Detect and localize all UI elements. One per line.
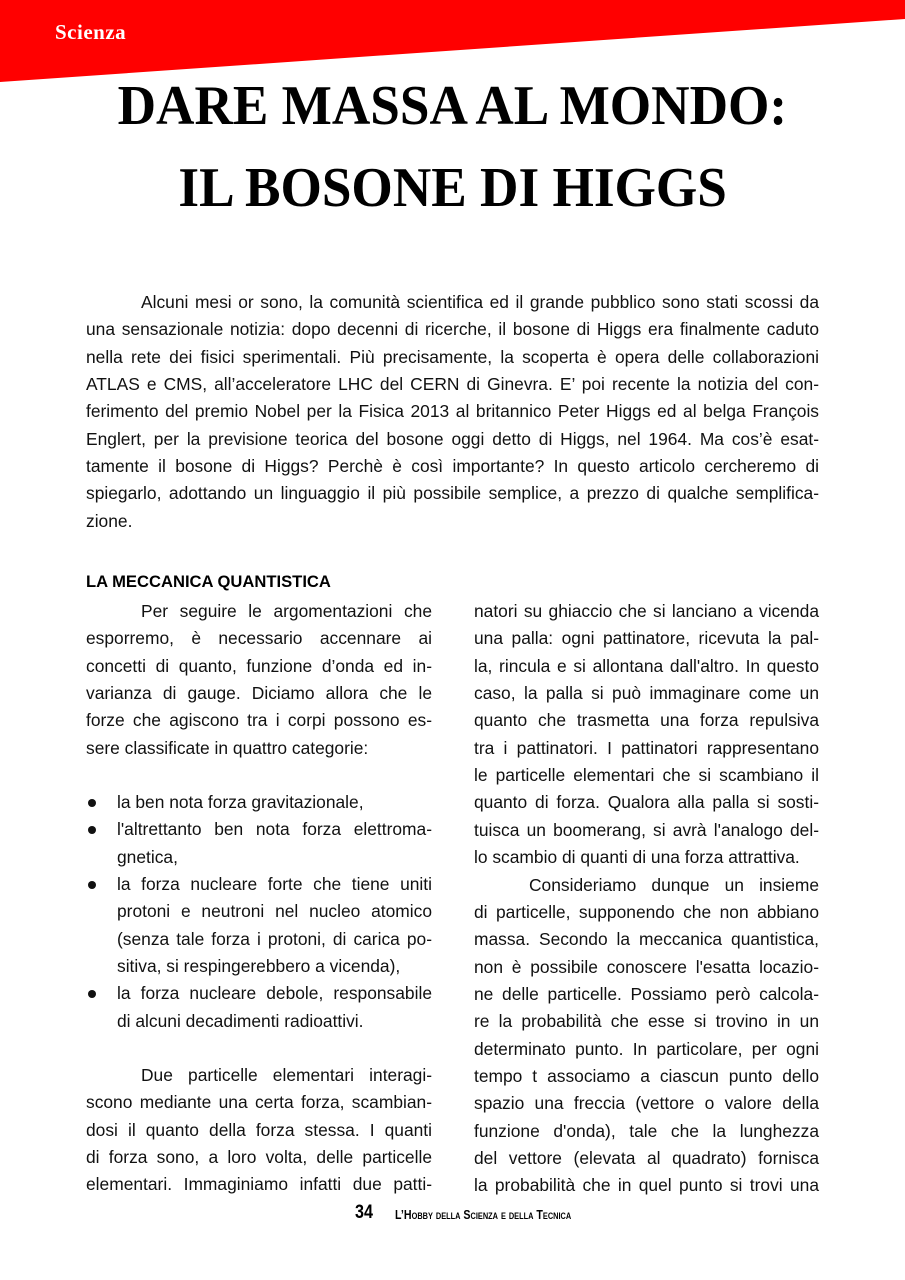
intro-line: zione. <box>86 510 133 531</box>
paragraph-line: Consideriamo dunque un insieme <box>529 874 819 895</box>
paragraph-line: di forza sono, a loro volta, delle particelle <box>86 1147 432 1168</box>
paragraph-line: Due particelle elementari interagi- <box>141 1065 432 1085</box>
bullet-item-line: (senza tale forza i protoni, di carica po- <box>117 928 432 949</box>
bullet-item-line: la forza nucleare debole, responsabile <box>117 983 432 1004</box>
paragraph-line: tempo t associamo a ciascun punto dello <box>474 1065 819 1086</box>
paragraph-line: la, rincula e si allontana dall'altro. In questo <box>474 655 819 676</box>
page-number: 34 <box>355 1202 373 1223</box>
bullet-icon <box>88 881 96 889</box>
bullet-item-line: protoni e neutroni nel nucleo atomico <box>117 901 432 922</box>
paragraph-line: una palla: ogni pattinatore, ricevuta la pal- <box>474 628 819 649</box>
intro-line: Englert, per la previsione teorica del bosone oggi detto di Higgs, nel 1964. Ma cos’è esat- <box>86 428 819 449</box>
intro-line: nella rete dei fisici sperimentali. Più precisamente, la scoperta è opera delle collaborazioni <box>86 346 819 367</box>
paragraph-line: esporremo, è necessario accennare ai <box>86 628 432 649</box>
paragraph-line: re la probabilità che esse si trovino in un <box>474 1011 819 1032</box>
paragraph-line: del vettore (elevata al quadrato) fornisca <box>474 1148 819 1168</box>
article-title-line-2: IL BOSONE DI HIGGS <box>178 157 727 219</box>
intro-line: spiegarlo, adottando un linguaggio il più possibile semplice, a prezzo di qualche semplifica- <box>86 483 819 504</box>
bullet-item-line: la forza nucleare forte che tiene uniti <box>117 874 432 895</box>
paragraph-line: funzione d'onda), tale che la lunghezza <box>474 1120 819 1141</box>
bullet-item-line: di alcuni decadimenti radioattivi. <box>117 1010 364 1031</box>
intro-line: Alcuni mesi or sono, la comunità scientifica ed il grande pubblico sono stati scossi da <box>141 292 819 312</box>
paragraph-line: le particelle elementari che si scambiano il <box>474 765 819 786</box>
intro-line: tamente il bosone di Higgs? Perchè è così importante? In questo articolo cercheremo di <box>86 456 819 477</box>
section-label: Scienza <box>55 20 127 44</box>
paragraph-line: natori su ghiaccio che si lanciano a vicenda <box>474 601 819 621</box>
paragraph-line: scono mediante una certa forza, scambian- <box>86 1092 432 1113</box>
bullet-item-line: l'altrettanto ben nota forza elettroma- <box>117 819 432 840</box>
paragraph-line: tra i pattinatori. I pattinatori rappresentano <box>474 737 819 758</box>
paragraph-line: spazio una freccia (vettore o valore della <box>474 1093 819 1114</box>
paragraph-line: di particelle, supponendo che non abbiano <box>474 901 819 922</box>
magazine-title: L’Hobby della Scienza e della Tecnica <box>395 1207 572 1222</box>
paragraph-line: massa. Secondo la meccanica quantistica, <box>474 929 819 950</box>
bullet-icon <box>88 990 96 998</box>
paragraph-line: tuisca un boomerang, si avrà l'analogo del- <box>474 819 819 840</box>
paragraph-line: dosi il quanto della forza stessa. I quanti <box>86 1119 432 1140</box>
paragraph-line: varianza di gauge. Diciamo allora che le <box>86 683 432 704</box>
paragraph-line: lo scambio di quanti di una forza attrattiva. <box>474 847 800 868</box>
paragraph-line: non è possibile conoscere l'esatta locazio- <box>474 956 819 977</box>
intro-line: ATLAS e CMS, all’acceleratore LHC del CERN di Ginevra. E’ poi recente la notizia del con- <box>86 374 819 395</box>
paragraph-line: quanto di forza. Qualora alla palla si sosti- <box>474 792 819 813</box>
section-heading: LA MECCANICA QUANTISTICA <box>86 572 331 591</box>
paragraph-line: quanto che trasmetta una forza repulsiva <box>474 710 819 731</box>
bullet-icon <box>88 799 96 807</box>
bullet-item-line: sitiva, si respingerebbero a vicenda), <box>117 956 401 977</box>
intro-line: una sensazionale notizia: dopo decenni di ricerche, il bosone di Higgs era finalmente caduto <box>86 319 819 340</box>
bullet-item-line: gnetica, <box>117 846 178 867</box>
paragraph-line: sere classificate in quattro categorie: <box>86 737 369 758</box>
paragraph-line: caso, la palla si può immaginare come un <box>474 683 819 704</box>
article-title-line-1: DARE MASSA AL MONDO: <box>117 75 788 137</box>
paragraph-line: elementari. Immaginiamo infatti due patti- <box>86 1174 432 1195</box>
intro-line: ferimento del premio Nobel per la Fisica 2013 al britannico Peter Higgs ed al belga François <box>86 401 819 422</box>
paragraph-line: ne delle particelle. Possiamo però calcola- <box>474 983 819 1004</box>
paragraph-line: Per seguire le argomentazioni che <box>141 601 432 621</box>
bullet-icon <box>88 826 96 834</box>
paragraph-line: concetti di quanto, funzione d’onda ed in- <box>86 655 432 676</box>
paragraph-line: la probabilità che in quel punto si trovi una <box>474 1175 819 1196</box>
bullet-item-line: la ben nota forza gravitazionale, <box>117 792 364 812</box>
paragraph-line: determinato punto. In particolare, per ogni <box>474 1038 819 1059</box>
paragraph-line: forze che agiscono tra i corpi possono es- <box>86 710 432 731</box>
